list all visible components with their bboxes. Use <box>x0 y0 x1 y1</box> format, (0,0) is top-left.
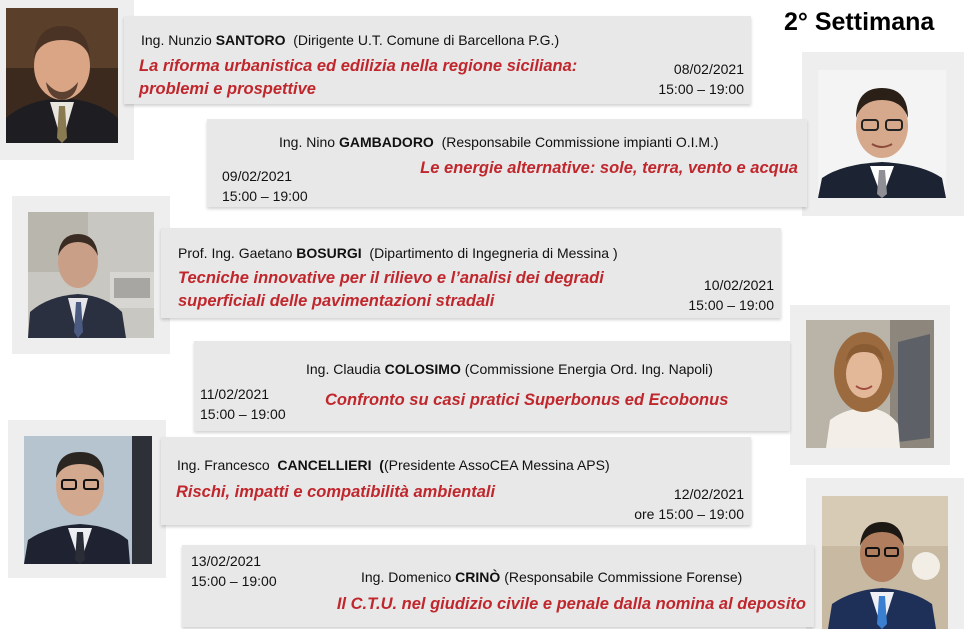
speaker-photo-crino <box>822 496 948 629</box>
event-date: 11/02/2021 <box>200 386 270 402</box>
speaker-line-santoro <box>141 32 559 48</box>
speaker-role: (Responsabile Commissione Forense) <box>504 569 743 585</box>
speaker-surname: CANCELLIERI <box>277 457 372 473</box>
speaker-photo-gambadoro <box>818 70 946 198</box>
speaker-role: (Dipartimento di Ingegneria di Messina ) <box>369 245 618 261</box>
speaker-surname: GAMBADORO <box>338 134 434 150</box>
event-time: 15:00 – 19:00 <box>658 81 744 97</box>
speaker-photo-bosurgi <box>28 212 154 338</box>
schedule-santoro <box>620 59 744 99</box>
speaker-line-colosimo <box>306 361 713 377</box>
event-time: 15:00 – 19:00 <box>200 406 286 422</box>
event-time: 15:00 – 19:00 <box>222 188 308 204</box>
event-date: 08/02/2021 <box>673 61 744 77</box>
event-date: 12/02/2021 <box>673 486 744 502</box>
talk-title-cancellieri: Rischi, impatti e compatibilità ambientali <box>176 483 496 501</box>
speaker-surname: SANTORO <box>215 32 286 48</box>
speaker-line-cancellieri: Ing. Francesco CANCELLIERI ((Presidente AssoCEA Messina APS) <box>177 457 610 473</box>
event-date: 10/02/2021 <box>703 277 774 293</box>
speaker-prefix: Prof. Ing. Gaetano <box>178 245 297 261</box>
week-title: 2° Settimana <box>784 8 935 36</box>
speaker-role: (Presidente AssoCEA Messina APS) <box>383 457 610 473</box>
speaker-surname: COLOSIMO <box>384 361 461 377</box>
speaker-role: (Commissione Energia Ord. Ing. Napoli) <box>464 361 713 377</box>
schedule-colosimo <box>200 384 286 424</box>
schedule-bosurgi <box>650 275 774 315</box>
speaker-prefix: Ing. Nunzio <box>141 32 216 48</box>
talk-title-colosimo: Confronto su casi pratici Superbonus ed Ecobonus <box>325 391 729 409</box>
speaker-photo-cancellieri <box>24 436 152 564</box>
speaker-prefix: Ing. Claudia <box>306 361 385 377</box>
schedule-cancellieri <box>600 484 744 524</box>
speaker-line-gambadoro <box>279 134 719 150</box>
event-date: 09/02/2021 <box>222 168 293 184</box>
speaker-prefix: Ing. Nino <box>279 134 339 150</box>
speaker-photo-santoro <box>6 8 118 143</box>
speaker-line-crino <box>361 569 742 585</box>
event-time: ore 15:00 – 19:00 <box>634 506 744 522</box>
speaker-role: (Responsabile Commissione impianti O.I.M.) <box>441 134 719 150</box>
schedule-crino <box>191 551 277 591</box>
talk-title-santoro: La riforma urbanistica ed edilizia nella regione siciliana: problemi e prospettive <box>139 57 578 98</box>
talk-title-bosurgi: Tecniche innovative per il rilievo e l’analisi dei degradi superficiali delle pavimentazioni stradali <box>178 269 604 310</box>
speaker-prefix: Ing. Francesco <box>177 457 274 473</box>
speaker-line-bosurgi <box>178 245 618 261</box>
talk-title-gambadoro: Le energie alternative: sole, terra, vento e acqua <box>420 159 798 177</box>
speaker-role: (Dirigente U.T. Comune di Barcellona P.G.) <box>293 32 560 48</box>
speaker-surname: CRINÒ <box>455 569 501 585</box>
speaker-photo-colosimo <box>806 320 934 448</box>
schedule-gambadoro <box>222 166 308 206</box>
speaker-surname: BOSURGI <box>296 245 362 261</box>
event-date: 13/02/2021 <box>191 553 262 569</box>
speaker-prefix: Ing. Domenico <box>361 569 456 585</box>
talk-title-crino: Il C.T.U. nel giudizio civile e penale dalla nomina al deposito <box>336 595 806 613</box>
event-time: 15:00 – 19:00 <box>688 297 774 313</box>
event-time: 15:00 – 19:00 <box>191 573 277 589</box>
